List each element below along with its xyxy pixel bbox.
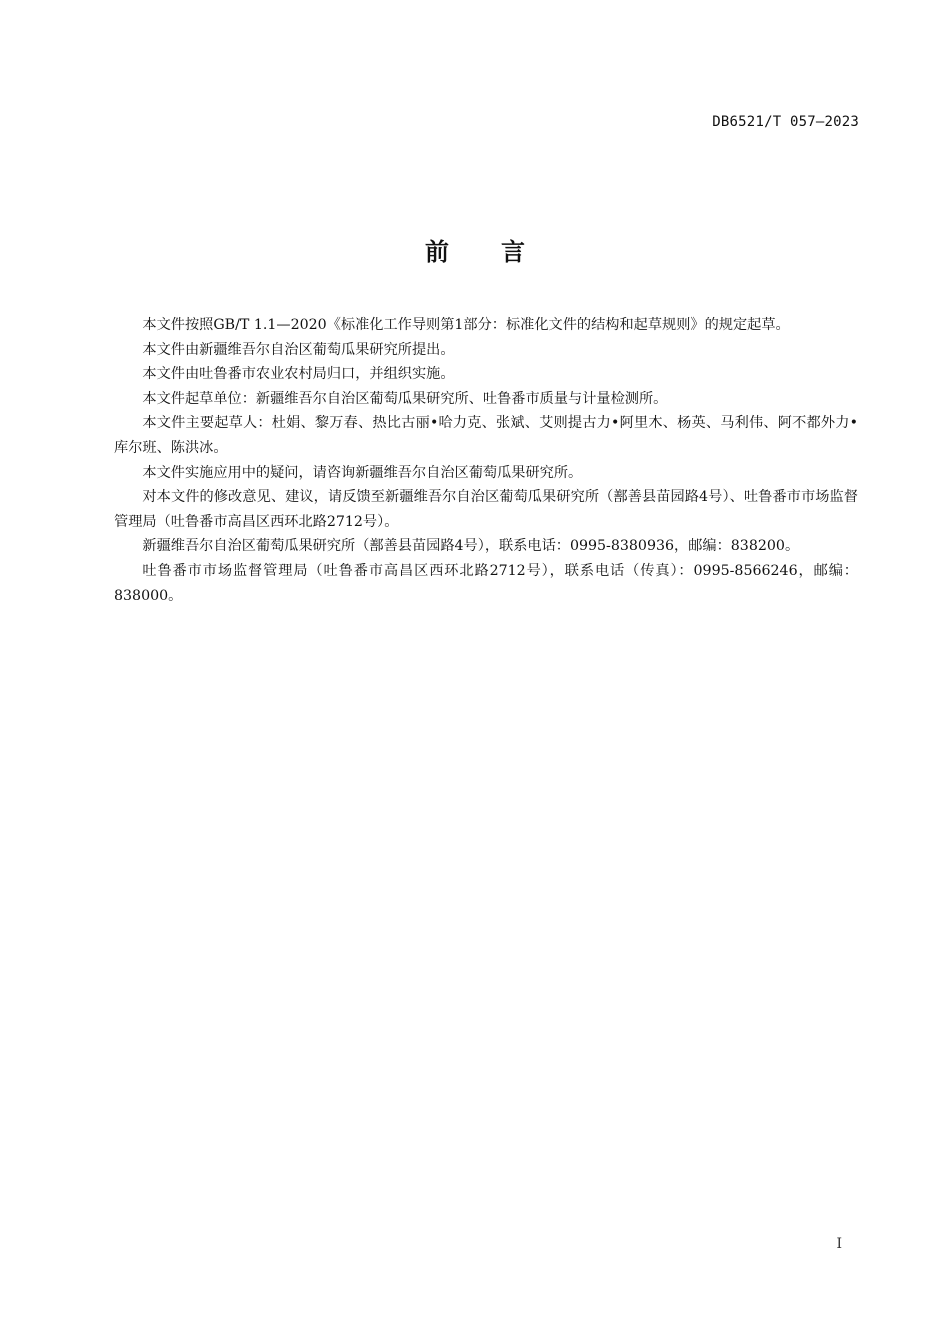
paragraph: 本文件主要起草人：杜娟、黎万春、热比古丽•哈力克、张斌、艾则提古力•阿里木、杨英、马利伟、阿不都外力•库尔班、陈洪冰。 [114, 415, 858, 456]
document-number: DB6521/T 057—2023 [712, 114, 859, 130]
paragraph: 本文件由吐鲁番市农业农村局归口，并组织实施。 [142, 366, 455, 383]
page-title: 前言 [425, 238, 577, 266]
paragraph: 本文件起草单位：新疆维吾尔自治区葡萄瓜果研究所、吐鲁番市质量与计量检测所。 [142, 390, 668, 407]
paragraph: 新疆维吾尔自治区葡萄瓜果研究所（鄯善县苗园路4号），联系电话：0995-8380936，邮编：838200。 [142, 538, 800, 555]
foreword-body [114, 313, 858, 608]
paragraph: 本文件按照GB/T 1.1—2020《标准化工作导则第1部分：标准化文件的结构和起草规则》的规定起草。 [142, 317, 790, 333]
paragraph: 本文件由新疆维吾尔自治区葡萄瓜果研究所提出。 [142, 341, 455, 358]
page-number: I [836, 1236, 842, 1252]
paragraph: 吐鲁番市市场监督管理局（吐鲁番市高昌区西环北路2712号），联系电话（传真）：0995-8566246，邮编：838000。 [114, 562, 858, 604]
paragraph: 本文件实施应用中的疑问，请咨询新疆维吾尔自治区葡萄瓜果研究所。 [142, 464, 583, 481]
paragraph: 对本文件的修改意见、建议，请反馈至新疆维吾尔自治区葡萄瓜果研究所（鄯善县苗园路4号）、吐鲁番市市场监督管理局（吐鲁番市高昌区西环北路2712号）。 [114, 489, 858, 530]
